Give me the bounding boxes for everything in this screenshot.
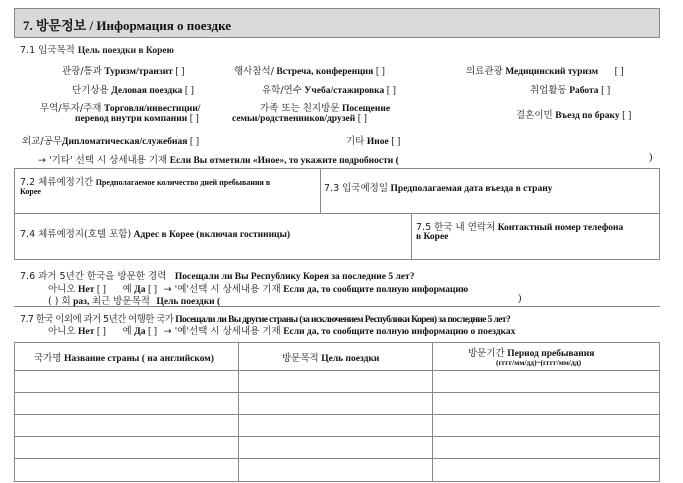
option-diplomatic[interactable]: 외교/공무Дипломатическая/служебная [ ] xyxy=(22,136,200,147)
other-note-close: ) xyxy=(649,152,653,163)
table-row[interactable] xyxy=(14,414,660,415)
section-title: 7. 방문정보 / Информация о поездке xyxy=(23,18,232,33)
option-marriage[interactable]: 결혼이민 Въезд по браку [ ] xyxy=(516,110,632,121)
option-business[interactable]: 단기상용 Деловая поездка [ ] xyxy=(72,85,194,96)
s77-answer[interactable]: 아니오 Нет [ ] 예 Да [ ] → '예'선택 시 상세내용 기재 Если да, то сообщите полную информацию о поездках xyxy=(48,326,516,337)
option-medical[interactable]: 의료관광 Медицинский туризм [ ] xyxy=(466,66,624,77)
s74-label: 7.4 체류예정지(호텔 포함) Адрес в Корее (включая гостиницы) xyxy=(20,229,291,240)
table-row[interactable] xyxy=(14,392,660,393)
s76-times[interactable]: ( ) 회 раз, 최근 방문목적 Цель поездки ( xyxy=(48,296,221,307)
divider xyxy=(238,342,239,482)
table-row[interactable] xyxy=(14,458,660,459)
s77-label: 7.7 한국 이외에 과거 5년간 여행한 국가 Посещали ли Вы другие страны (за исключением Республики Корея) за последние 5 лет? xyxy=(20,314,511,325)
divider xyxy=(411,213,412,260)
s76-label: 7.6 과거 5년간 한국을 방문한 경력 Посещали ли Вы Республику Корея за последние 5 лет? xyxy=(20,271,415,282)
option-work[interactable]: 취업활동 Работа [ ] xyxy=(530,85,611,96)
s76-answer[interactable]: 아니오 Нет [ ] 예 Да [ ] → '예'선택 시 상세내용 기재 Если да, то сообщите полную информацию xyxy=(48,284,469,295)
option-trade-line2: перевод внутри компании [ ] xyxy=(75,113,199,124)
option-family[interactable]: 가족 또는 친지방문 Посещение xyxy=(260,103,391,114)
col-purpose-header: 방문목적 Цель поездки xyxy=(282,353,380,364)
col-period-header: 방문기간 Период пребывания xyxy=(468,348,595,359)
s71-label: 7.1 입국목적 Цель поездки в Корею xyxy=(20,45,174,56)
divider xyxy=(14,213,660,214)
s75-label: 7.5 한국 내 연락처 Контактный номер телефона xyxy=(416,222,624,233)
section-header xyxy=(14,8,660,38)
option-trade[interactable]: 무역/투자/주재 Торговля/инвестиции/ xyxy=(40,103,201,114)
divider xyxy=(432,342,433,482)
divider xyxy=(14,370,660,371)
s75-label-line2: в Корее xyxy=(416,232,449,242)
divider xyxy=(14,306,660,307)
other-note: → '기타' 선택 시 상세내용 기재 Если Вы отметили «Иное», то укажите подробности ( xyxy=(38,155,399,166)
col-period-format: (гггг/мм/дд)~(гггг/мм/дд) xyxy=(496,358,582,367)
s72-label: 7.2 체류예정기간 Предполагаемое количество дней пребывания в xyxy=(20,177,271,188)
option-study[interactable]: 유학/연수 Учеба/стажировка [ ] xyxy=(262,85,396,96)
option-family-line2: семьи/родственников/друзей [ ] xyxy=(232,113,367,124)
s73-label: 7.3 입국예정일 Предполагаемая дата въезда в страну xyxy=(324,183,553,194)
option-other[interactable]: 기타 Иное [ ] xyxy=(346,136,401,147)
divider xyxy=(320,168,321,213)
option-meeting[interactable]: 행사참석/ Встреча, конференция [ ] xyxy=(234,66,385,77)
s72-label-line2: Корее xyxy=(20,187,41,196)
table-row[interactable] xyxy=(14,436,660,437)
option-tourism[interactable]: 관광/통과 Туризм/транзит [ ] xyxy=(62,66,185,77)
s76-close: ) xyxy=(518,293,522,304)
col-country-header: 국가명 Название страны ( на английском) xyxy=(34,353,214,364)
